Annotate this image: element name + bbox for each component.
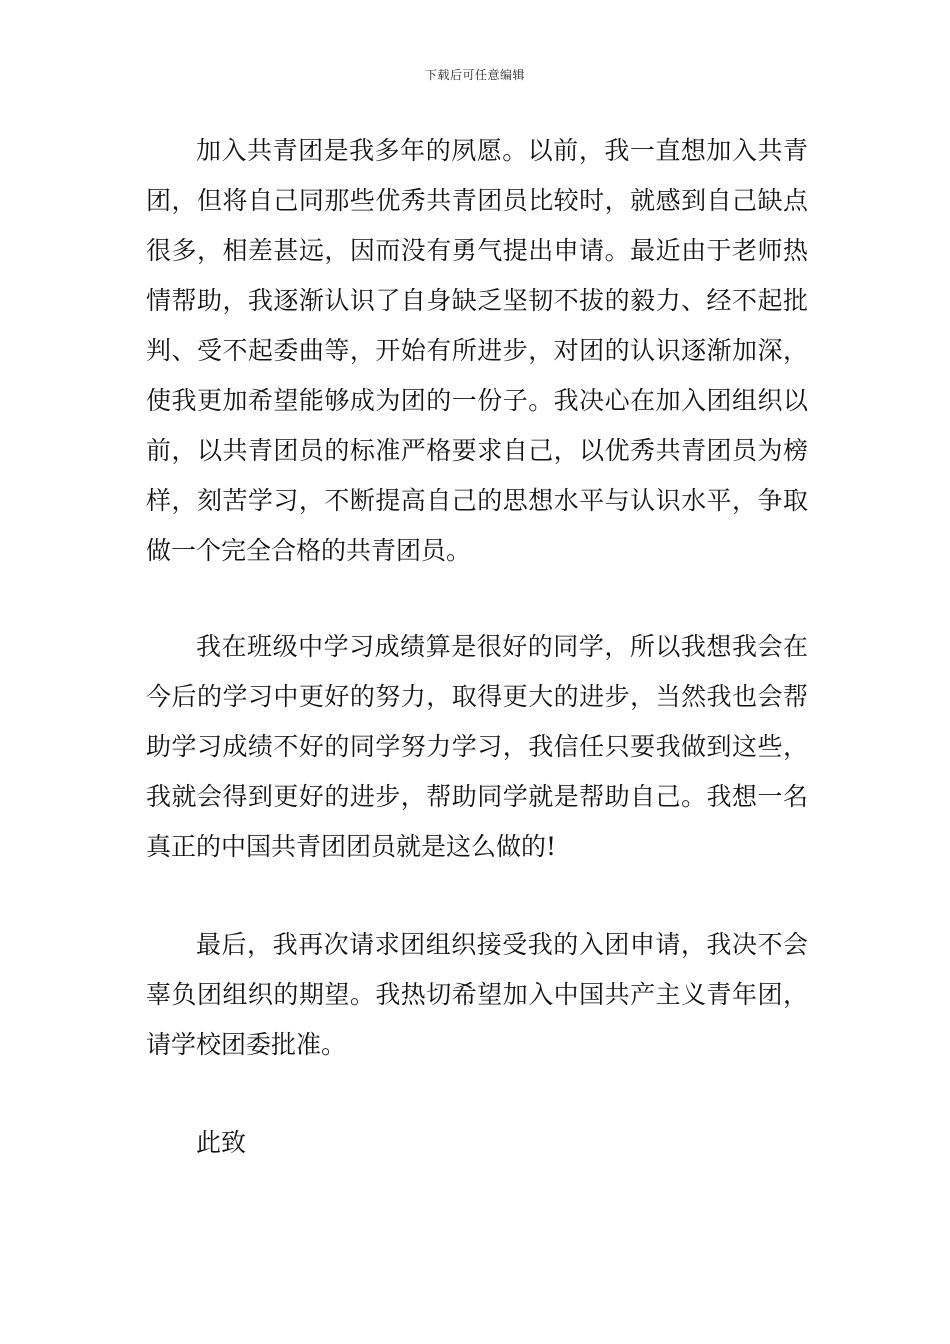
body-paragraph-2 [146, 622, 808, 872]
paragraph-text: 加入共青团是我多年的夙愿。以前，我一直想加入共青团，但将自己同那些优秀共青团员比较时，就感到自己缺点很多，相差甚远，因而没有勇气提出申请。最近由于老师热情帮助，我逐渐认识了自身缺乏坚韧不拔的毅力、经不起批判、受不起委曲等，开始有所进步，对团的认识逐渐加深，使我更加希望能够成为团的一份子。我决心在加入团组织以前，以共青团员的标准严格要求自己，以优秀共青团员为榜样，刻苦学习，不断提高自己的思想水平与认识水平，争取做一个完全合格的共青团员。 [146, 136, 808, 565]
closing-text: 此致 [196, 1128, 247, 1157]
header-note: 下载后可任意编辑 [424, 68, 525, 82]
closing-salutation [146, 1118, 808, 1168]
body-paragraph-3 [146, 920, 808, 1070]
body-paragraph-1 [146, 126, 808, 576]
paragraph-text: 我在班级中学习成绩算是很好的同学，所以我想我会在今后的学习中更好的努力，取得更大的进步，当然我也会帮助学习成绩不好的同学努力学习，我信任只要我做到这些，我就会得到更好的进步，帮助同学就是帮助自己。我想一名真正的中国共青团团员就是这么做的! [146, 632, 808, 861]
paragraph-text: 最后，我再次请求团组织接受我的入团申请，我决不会辜负团组织的期望。我热切希望加入中国共产主义青年团，请学校团委批准。 [146, 930, 808, 1059]
